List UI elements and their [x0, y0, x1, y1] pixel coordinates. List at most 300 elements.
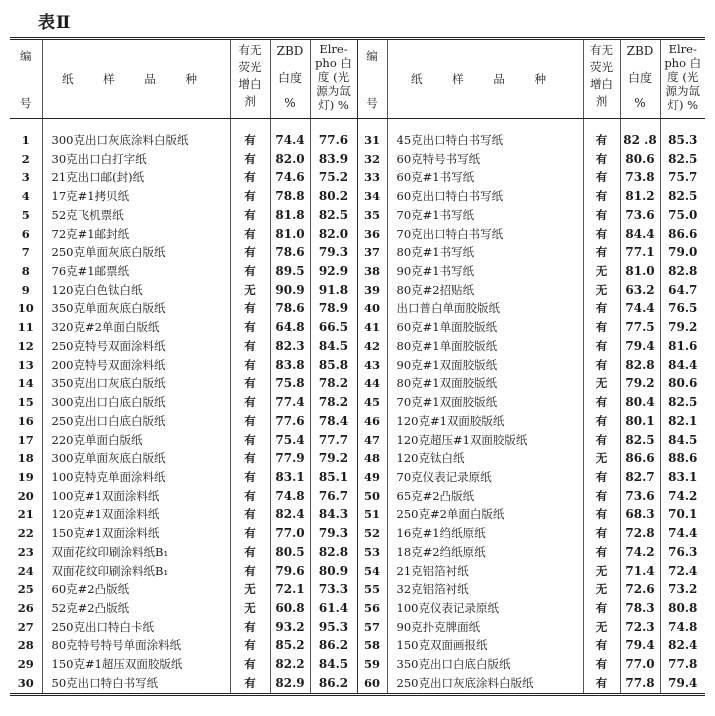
- left-zbd-cell: 74.6: [270, 168, 310, 187]
- right-zbd-cell: 80.4: [620, 393, 660, 412]
- left-no-cell: 4: [10, 187, 42, 206]
- header-sample-left: [42, 39, 230, 119]
- right-name-cell: 60克#1单面胶版纸: [387, 318, 583, 337]
- left-name-cell: 120克#1双面涂料纸: [42, 505, 230, 524]
- right-elrepho-cell: 74.2: [668, 488, 698, 503]
- right-no-cell: 49: [357, 468, 387, 487]
- left-zbd-cell: 78.6: [270, 243, 310, 262]
- table-row: [10, 119, 705, 150]
- header-zbd-right: [620, 39, 660, 119]
- left-no-cell: 29: [10, 655, 42, 674]
- header-elrepho-line-1: Elre-: [668, 42, 697, 56]
- header-zbd-line-2: 白度: [277, 70, 302, 85]
- left-elrepho-cell: 84.3: [310, 505, 357, 524]
- header-row: [10, 39, 705, 119]
- left-no-cell: 5: [10, 206, 42, 225]
- left-fluor-cell: 有: [230, 206, 270, 225]
- right-name-cell: 出口普白单面胶版纸: [387, 299, 583, 318]
- right-zbd-cell: 72.8: [620, 524, 660, 543]
- left-fluor-cell: 有: [230, 356, 270, 375]
- right-no-cell: 38: [357, 262, 387, 281]
- left-name-cell: 350克单面灰底白版纸: [42, 299, 230, 318]
- right-no-cell: 57: [357, 618, 387, 637]
- right-elrepho-cell: 85.3: [668, 133, 698, 147]
- header-zbd-line-1: ZBD: [276, 44, 304, 58]
- right-name-cell: 16克#1绉纸原纸: [387, 524, 583, 543]
- table-row: [10, 487, 705, 506]
- left-name-cell: 320克#2单面白版纸: [42, 318, 230, 337]
- right-elrepho-cell: 79.0: [668, 245, 698, 260]
- left-zbd-cell: 82.2: [270, 655, 310, 674]
- left-name-cell: 52克#2凸版纸: [42, 599, 230, 618]
- right-name-cell: 18克#2绉纸原纸: [387, 543, 583, 562]
- left-elrepho-cell: 77.7: [310, 431, 357, 450]
- right-name-cell: 21克铝箔衬纸: [387, 562, 583, 581]
- header-fluorescent-left: [230, 39, 270, 119]
- left-no-cell: 7: [10, 243, 42, 262]
- left-name-cell: 17克#1拷贝纸: [42, 187, 230, 206]
- right-elrepho-cell: 75.0: [668, 207, 698, 222]
- right-no-cell: 36: [357, 225, 387, 244]
- right-zbd-cell: 72.3: [620, 618, 660, 637]
- left-no-cell: 13: [10, 356, 42, 375]
- left-no-cell: 17: [10, 431, 42, 450]
- header-fluor-line-1: 有无: [238, 43, 262, 57]
- left-zbd-cell: 77.0: [270, 524, 310, 543]
- right-elrepho-cell: 77.8: [668, 657, 698, 672]
- left-name-cell: 150克#1双面涂料纸: [42, 524, 230, 543]
- left-fluor-cell: 有: [230, 393, 270, 412]
- right-elrepho-cell: 84.4: [668, 357, 698, 372]
- left-zbd-cell: 77.4: [270, 393, 310, 412]
- left-name-cell: 250克出口特白卡纸: [42, 618, 230, 637]
- right-name-cell: 32克铝箔衬纸: [387, 580, 583, 599]
- right-elrepho-cell: 79.4: [668, 675, 698, 690]
- right-zbd-cell: 73.6: [620, 487, 660, 506]
- right-no-cell: 39: [357, 281, 387, 300]
- right-fluor-cell: 有: [583, 318, 620, 337]
- header-fluor-line-3: 增白: [590, 77, 613, 91]
- header-fluor-line-4: 剂: [595, 94, 608, 108]
- table-row: [10, 168, 705, 187]
- left-zbd-cell: 75.4: [270, 431, 310, 450]
- right-elrepho-cell: 86.6: [668, 226, 698, 241]
- left-elrepho-cell: 77.6: [310, 119, 357, 150]
- left-name-cell: 60克#2凸版纸: [42, 580, 230, 599]
- right-zbd-cell: 80.6: [620, 150, 660, 169]
- right-elrepho-cell: 74.4: [668, 526, 698, 541]
- left-zbd-cell: 79.6: [270, 562, 310, 581]
- left-name-cell: 80克特号特号单面涂料纸: [42, 636, 230, 655]
- header-number-bottom: 号: [366, 96, 378, 110]
- right-zbd-cell: 82.5: [620, 431, 660, 450]
- header-fluor-line-2: 荧光: [238, 60, 262, 74]
- header-elrepho-left: [310, 39, 357, 119]
- right-zbd-cell: 63.2: [620, 281, 660, 300]
- table-row: [10, 318, 705, 337]
- right-no-cell: 31: [357, 119, 387, 150]
- right-fluor-cell: 有: [583, 393, 620, 412]
- header-elrepho-line-1: Elre-: [319, 42, 348, 56]
- left-fluor-cell: 有: [230, 262, 270, 281]
- left-zbd-cell: 77.6: [270, 412, 310, 431]
- right-no-cell: 46: [357, 412, 387, 431]
- right-no-cell: 43: [357, 356, 387, 375]
- left-elrepho-cell: 78.2: [310, 393, 357, 412]
- left-elrepho-cell: 83.9: [310, 150, 357, 169]
- left-name-cell: 100克#1双面涂料纸: [42, 487, 230, 506]
- left-zbd-cell: 93.2: [270, 618, 310, 637]
- header-zbd-left: [270, 39, 310, 119]
- left-zbd-cell: 85.2: [270, 636, 310, 655]
- right-no-cell: 40: [357, 299, 387, 318]
- right-elrepho-cell: 70.1: [668, 507, 698, 522]
- right-fluor-cell: 有: [583, 487, 620, 506]
- right-zbd-cell: 73.6: [620, 206, 660, 225]
- left-name-cell: 200克特号双面涂料纸: [42, 356, 230, 375]
- right-name-cell: 120克钛白纸: [387, 449, 583, 468]
- table-row: [10, 431, 705, 450]
- header-elrepho-line-5: 灯) %: [318, 98, 349, 112]
- right-elrepho-cell: 64.7: [668, 282, 698, 297]
- right-fluor-cell: 有: [583, 412, 620, 431]
- right-no-cell: 50: [357, 487, 387, 506]
- left-elrepho-cell: 79.2: [310, 449, 357, 468]
- right-fluor-cell: 有: [583, 187, 620, 206]
- left-zbd-cell: 82.9: [270, 674, 310, 694]
- right-name-cell: 80克#1单面胶版纸: [387, 337, 583, 356]
- header-elrepho-line-3: 度 (光: [317, 70, 350, 84]
- left-fluor-cell: 有: [230, 318, 270, 337]
- right-fluor-cell: 有: [583, 543, 620, 562]
- right-name-cell: 80克#2招贴纸: [387, 281, 583, 300]
- table-row: [10, 412, 705, 431]
- right-no-cell: 35: [357, 206, 387, 225]
- header-fluor-line-1: 有无: [590, 43, 613, 57]
- header-fluor-line-2: 荧光: [590, 60, 613, 74]
- table-row: [10, 674, 705, 694]
- right-zbd-cell: 78.3: [620, 599, 660, 618]
- left-no-cell: 22: [10, 524, 42, 543]
- table-row: [10, 356, 705, 375]
- left-name-cell: 100克特克单面涂料纸: [42, 468, 230, 487]
- right-elrepho-cell: 79.2: [668, 320, 698, 335]
- right-no-cell: 32: [357, 150, 387, 169]
- right-fluor-cell: 有: [583, 168, 620, 187]
- header-sample-label: 纸 样 品 种: [411, 72, 559, 86]
- right-fluor-cell: 有: [583, 524, 620, 543]
- left-fluor-cell: 无: [230, 580, 270, 599]
- left-no-cell: 8: [10, 262, 42, 281]
- header-fluor-line-4: 剂: [244, 94, 256, 108]
- table-row: [10, 524, 705, 543]
- table-row: [10, 543, 705, 562]
- right-zbd-cell: 73.8: [620, 168, 660, 187]
- table-header: [10, 39, 705, 119]
- right-name-cell: 350克出口白底白版纸: [387, 655, 583, 674]
- right-zbd-cell: 81.0: [620, 262, 660, 281]
- left-zbd-cell: 82.4: [270, 505, 310, 524]
- left-name-cell: 150克#1超压双面胶版纸: [42, 655, 230, 674]
- right-zbd-cell: 82.7: [620, 468, 660, 487]
- right-name-cell: 150克双面画报纸: [387, 636, 583, 655]
- right-no-cell: 33: [357, 168, 387, 187]
- table-row: [10, 206, 705, 225]
- right-zbd-cell: 74.4: [620, 299, 660, 318]
- right-fluor-cell: 有: [583, 119, 620, 150]
- right-name-cell: 80克#1双面胶版纸: [387, 374, 583, 393]
- right-no-cell: 54: [357, 562, 387, 581]
- left-elrepho-cell: 80.2: [310, 187, 357, 206]
- header-zbd-line-3: %: [634, 96, 646, 110]
- left-zbd-cell: 89.5: [270, 262, 310, 281]
- right-name-cell: 45克出口特白书写纸: [387, 119, 583, 150]
- right-fluor-cell: 无: [583, 262, 620, 281]
- right-fluor-cell: 有: [583, 225, 620, 244]
- right-zbd-cell: 79.4: [620, 636, 660, 655]
- table-row: [10, 187, 705, 206]
- right-fluor-cell: 有: [583, 599, 620, 618]
- left-name-cell: 250克特号双面涂料纸: [42, 337, 230, 356]
- header-fluorescent-right: [583, 39, 620, 119]
- right-fluor-cell: 有: [583, 150, 620, 169]
- left-fluor-cell: 有: [230, 505, 270, 524]
- table-row: [10, 636, 705, 655]
- left-no-cell: 27: [10, 618, 42, 637]
- right-elrepho-cell: 84.5: [668, 432, 698, 447]
- right-fluor-cell: 无: [583, 374, 620, 393]
- right-no-cell: 56: [357, 599, 387, 618]
- right-name-cell: 120克#1双面胶版纸: [387, 412, 583, 431]
- left-fluor-cell: 有: [230, 299, 270, 318]
- right-elrepho-cell: 82.5: [668, 395, 698, 410]
- right-zbd-cell: 79.2: [620, 374, 660, 393]
- left-elrepho-cell: 85.1: [310, 468, 357, 487]
- left-name-cell: 300克单面灰底白版纸: [42, 449, 230, 468]
- left-name-cell: 30克出口白打字纸: [42, 150, 230, 169]
- right-fluor-cell: 有: [583, 206, 620, 225]
- header-number-right: [357, 39, 387, 119]
- left-elrepho-cell: 82.5: [310, 206, 357, 225]
- left-name-cell: 300克出口灰底涂料白版纸: [42, 119, 230, 150]
- right-fluor-cell: 无: [583, 562, 620, 581]
- left-name-cell: 双面花纹印刷涂料纸B₁: [42, 543, 230, 562]
- left-no-cell: 24: [10, 562, 42, 581]
- left-elrepho-cell: 92.9: [310, 262, 357, 281]
- left-name-cell: 250克出口白底白版纸: [42, 412, 230, 431]
- right-elrepho-cell: 76.5: [668, 301, 698, 316]
- table-row: [10, 150, 705, 169]
- right-elrepho-cell: 82.4: [668, 638, 698, 653]
- right-no-cell: 59: [357, 655, 387, 674]
- left-name-cell: 50克出口特白书写纸: [42, 674, 230, 694]
- left-elrepho-cell: 86.2: [310, 674, 357, 694]
- left-fluor-cell: 有: [230, 543, 270, 562]
- header-elrepho-line-4: 源为氙: [316, 84, 351, 98]
- header-number-bottom: 号: [20, 96, 32, 110]
- left-elrepho-cell: 95.3: [310, 618, 357, 637]
- header-elrepho-right: [660, 39, 705, 119]
- table-title: 表Ⅱ: [38, 13, 72, 33]
- header-elrepho-line-5: 灯) %: [667, 98, 699, 112]
- right-name-cell: 60克#1书写纸: [387, 168, 583, 187]
- right-elrepho-cell: 80.8: [668, 600, 698, 615]
- right-elrepho-cell: 83.1: [668, 469, 698, 484]
- left-no-cell: 15: [10, 393, 42, 412]
- left-name-cell: 76克#1邮票纸: [42, 262, 230, 281]
- right-no-cell: 53: [357, 543, 387, 562]
- left-name-cell: 120克白色钛白纸: [42, 281, 230, 300]
- right-elrepho-cell: 82.8: [668, 264, 698, 279]
- table-row: [10, 449, 705, 468]
- right-elrepho-cell: 72.4: [668, 563, 698, 578]
- right-name-cell: 80克#1书写纸: [387, 243, 583, 262]
- right-elrepho-cell: 81.6: [668, 338, 698, 353]
- right-fluor-cell: 有: [583, 431, 620, 450]
- right-zbd-cell: 77.1: [620, 243, 660, 262]
- left-zbd-cell: 81.8: [270, 206, 310, 225]
- table-row: [10, 243, 705, 262]
- right-name-cell: 250克出口灰底涂料白版纸: [387, 674, 583, 694]
- left-name-cell: 300克出口白底白版纸: [42, 393, 230, 412]
- table-row: [10, 618, 705, 637]
- left-elrepho-cell: 91.8: [310, 281, 357, 300]
- right-zbd-cell: 77.8: [620, 674, 660, 694]
- left-no-cell: 14: [10, 374, 42, 393]
- left-no-cell: 16: [10, 412, 42, 431]
- right-elrepho-cell: 82.1: [668, 413, 698, 428]
- left-fluor-cell: 有: [230, 674, 270, 694]
- right-name-cell: 60克特号书写纸: [387, 150, 583, 169]
- right-elrepho-cell: 73.2: [668, 582, 698, 597]
- left-name-cell: 52克飞机票纸: [42, 206, 230, 225]
- header-zbd-line-3: %: [284, 96, 296, 110]
- header-number-left: [10, 39, 42, 119]
- right-name-cell: 70克#1双面胶版纸: [387, 393, 583, 412]
- left-zbd-cell: 78.8: [270, 187, 310, 206]
- right-name-cell: 65克#2凸版纸: [387, 487, 583, 506]
- right-fluor-cell: 有: [583, 299, 620, 318]
- left-no-cell: 26: [10, 599, 42, 618]
- left-name-cell: 220克单面白版纸: [42, 431, 230, 450]
- right-no-cell: 58: [357, 636, 387, 655]
- right-elrepho-cell: 82.5: [668, 189, 698, 204]
- left-name-cell: 双面花纹印刷涂料纸B₁: [42, 562, 230, 581]
- table-row: [10, 468, 705, 487]
- right-no-cell: 51: [357, 505, 387, 524]
- left-no-cell: 25: [10, 580, 42, 599]
- right-no-cell: 34: [357, 187, 387, 206]
- left-fluor-cell: 有: [230, 487, 270, 506]
- left-elrepho-cell: 82.8: [310, 543, 357, 562]
- table-row: [10, 562, 705, 581]
- left-fluor-cell: 有: [230, 187, 270, 206]
- right-elrepho-cell: 76.3: [668, 544, 698, 559]
- header-fluor-line-3: 增白: [238, 77, 262, 91]
- right-no-cell: 42: [357, 337, 387, 356]
- left-fluor-cell: 有: [230, 168, 270, 187]
- right-no-cell: 60: [357, 674, 387, 694]
- header-zbd-line-1: ZBD: [626, 44, 654, 58]
- left-elrepho-cell: 66.5: [310, 318, 357, 337]
- right-zbd-cell: 68.3: [620, 505, 660, 524]
- left-fluor-cell: 有: [230, 524, 270, 543]
- left-zbd-cell: 78.6: [270, 299, 310, 318]
- table-row: [10, 655, 705, 674]
- right-name-cell: 70克出口特白书写纸: [387, 225, 583, 244]
- left-no-cell: 9: [10, 281, 42, 300]
- header-number-top: 编: [366, 49, 378, 63]
- header-sample-label: 纸 样 品 种: [62, 72, 210, 86]
- left-no-cell: 18: [10, 449, 42, 468]
- right-zbd-cell: 81.2: [620, 187, 660, 206]
- right-elrepho-cell: 82.5: [668, 151, 698, 166]
- table-body: [10, 119, 705, 695]
- table-row: [10, 599, 705, 618]
- left-elrepho-cell: 80.9: [310, 562, 357, 581]
- header-sample-right: [387, 39, 583, 119]
- left-no-cell: 2: [10, 150, 42, 169]
- left-elrepho-cell: 75.2: [310, 168, 357, 187]
- right-fluor-cell: 无: [583, 580, 620, 599]
- right-no-cell: 48: [357, 449, 387, 468]
- right-name-cell: 90克#1书写纸: [387, 262, 583, 281]
- left-name-cell: 350克出口灰底白版纸: [42, 374, 230, 393]
- left-no-cell: 28: [10, 636, 42, 655]
- left-zbd-cell: 77.9: [270, 449, 310, 468]
- left-fluor-cell: 有: [230, 655, 270, 674]
- left-zbd-cell: 83.8: [270, 356, 310, 375]
- right-elrepho-cell: 75.7: [668, 170, 698, 185]
- left-fluor-cell: 有: [230, 412, 270, 431]
- right-name-cell: 70克仪表记录原纸: [387, 468, 583, 487]
- right-fluor-cell: 有: [583, 505, 620, 524]
- left-elrepho-cell: 86.2: [310, 636, 357, 655]
- right-zbd-cell: 82.8: [620, 356, 660, 375]
- right-elrepho-cell: 74.8: [668, 619, 698, 634]
- right-zbd-cell: 84.4: [620, 225, 660, 244]
- right-fluor-cell: 有: [583, 468, 620, 487]
- right-zbd-cell: 72.6: [620, 580, 660, 599]
- right-no-cell: 44: [357, 374, 387, 393]
- right-zbd-cell: 86.6: [620, 449, 660, 468]
- header-elrepho-line-3: 度 (光: [667, 70, 699, 84]
- header-elrepho-line-2: pho 白: [664, 56, 702, 70]
- table-row: [10, 580, 705, 599]
- right-name-cell: 90克扑克牌面纸: [387, 618, 583, 637]
- left-no-cell: 19: [10, 468, 42, 487]
- left-no-cell: 11: [10, 318, 42, 337]
- left-fluor-cell: 有: [230, 150, 270, 169]
- table-row: [10, 374, 705, 393]
- left-no-cell: 10: [10, 299, 42, 318]
- right-name-cell: 70克#1书写纸: [387, 206, 583, 225]
- left-fluor-cell: 有: [230, 243, 270, 262]
- left-elrepho-cell: 76.7: [310, 487, 357, 506]
- left-elrepho-cell: 85.8: [310, 356, 357, 375]
- left-zbd-cell: 72.1: [270, 580, 310, 599]
- left-elrepho-cell: 79.3: [310, 524, 357, 543]
- left-no-cell: 6: [10, 225, 42, 244]
- left-fluor-cell: 有: [230, 374, 270, 393]
- right-zbd-cell: 82 .8: [620, 119, 660, 150]
- left-fluor-cell: 有: [230, 337, 270, 356]
- left-fluor-cell: 有: [230, 636, 270, 655]
- right-no-cell: 55: [357, 580, 387, 599]
- right-no-cell: 41: [357, 318, 387, 337]
- header-number-top: 编: [20, 49, 32, 63]
- right-no-cell: 37: [357, 243, 387, 262]
